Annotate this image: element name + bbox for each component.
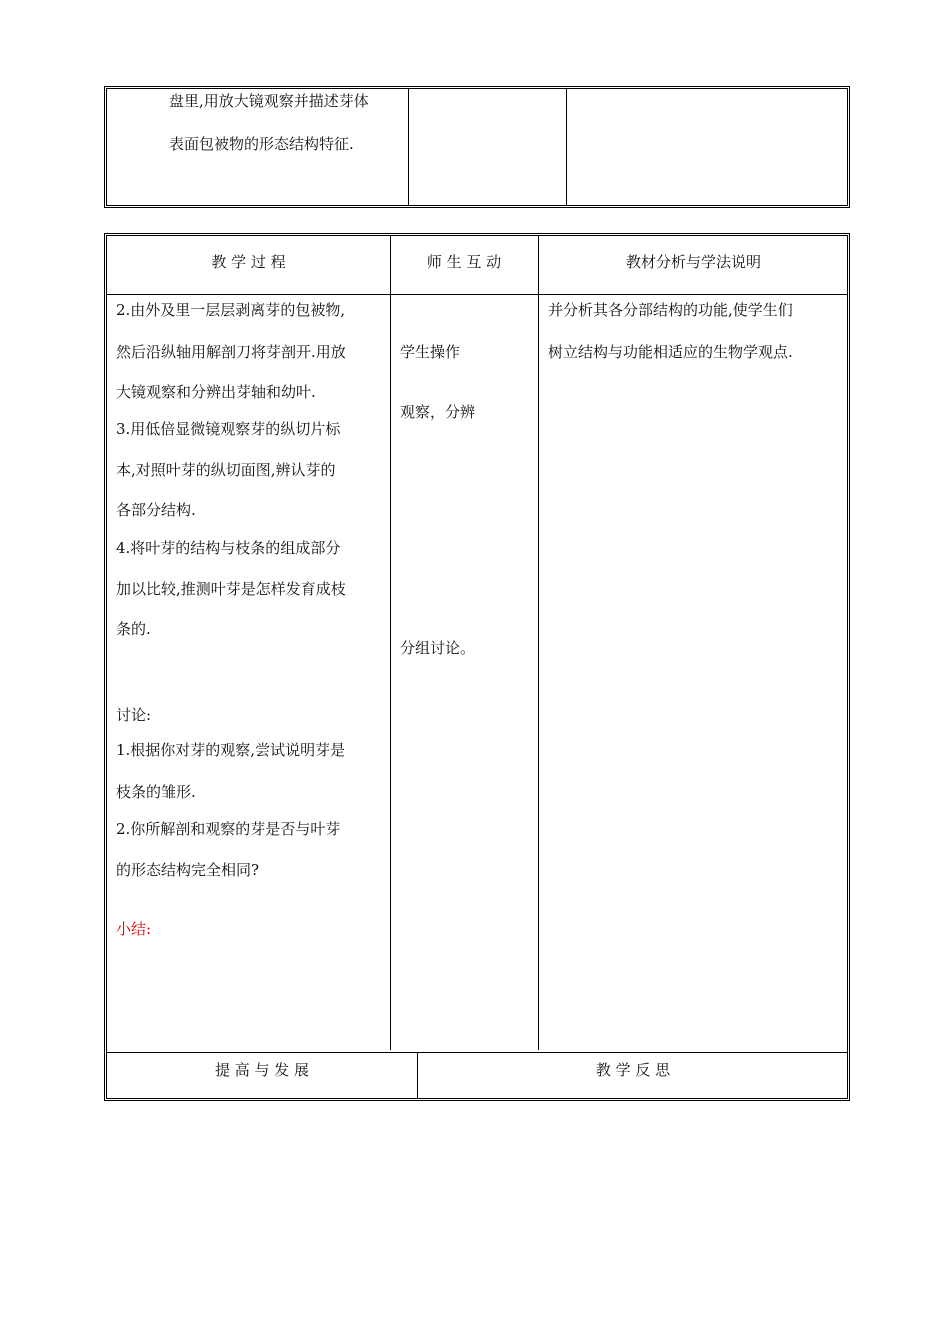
process-line: 大镜观察和分辨出芽轴和幼叶. <box>116 383 316 401</box>
top-table-divider-2 <box>566 89 567 205</box>
top-table <box>104 86 850 208</box>
discussion-label: 讨论: <box>116 706 152 724</box>
analysis-line: 树立结构与功能相适应的生物学观点. <box>548 343 793 361</box>
header-separator <box>107 294 847 295</box>
process-line: 1.根据你对芽的观察,尝试说明芽是 <box>116 741 346 759</box>
top-table-line-1: 盘里,用放大镜观察并描述芽体 <box>169 92 369 110</box>
top-table-divider-1 <box>408 89 409 205</box>
header-interaction: 师 生 互 动 <box>426 253 502 271</box>
process-line: 的形态结构完全相同? <box>116 861 260 879</box>
lesson-table <box>104 233 850 1101</box>
summary-label: 小结: <box>116 920 152 938</box>
header-process: 教 学 过 程 <box>211 253 286 271</box>
footer-separator <box>107 1052 847 1053</box>
interaction-line: 分组讨论。 <box>400 639 476 657</box>
footer-improvement: 提 高 与 发 展 <box>214 1061 310 1079</box>
interaction-line: 学生操作 <box>400 343 461 361</box>
header-analysis: 教材分析与学法说明 <box>625 253 761 271</box>
process-line: 4.将叶芽的结构与枝条的组成部分 <box>116 539 341 557</box>
column-divider-interaction <box>538 236 539 1050</box>
process-line: 本,对照叶芽的纵切面图,辨认芽的 <box>116 461 336 479</box>
column-divider-process <box>390 236 391 1050</box>
process-line: 2.由外及里一层层剥离芽的包被物, <box>116 301 346 319</box>
analysis-line: 并分析其各分部结构的功能,使学生们 <box>548 301 793 319</box>
process-line: 然后沿纵轴用解剖刀将芽剖开.用放 <box>116 343 346 361</box>
process-line: 条的. <box>116 620 151 638</box>
process-line: 3.用低倍显微镜观察芽的纵切片标 <box>116 420 341 438</box>
footer-reflection: 教 学 反 思 <box>595 1061 671 1079</box>
top-table-line-2: 表面包被物的形态结构特征. <box>169 135 354 153</box>
process-line: 加以比较,推测叶芽是怎样发育成枝 <box>116 580 346 598</box>
interaction-line: 观察，分辨 <box>400 403 476 421</box>
process-line: 各部分结构. <box>116 501 196 519</box>
process-line: 枝条的雏形. <box>116 783 196 801</box>
process-line: 2.你所解剖和观察的芽是否与叶芽 <box>116 820 341 838</box>
